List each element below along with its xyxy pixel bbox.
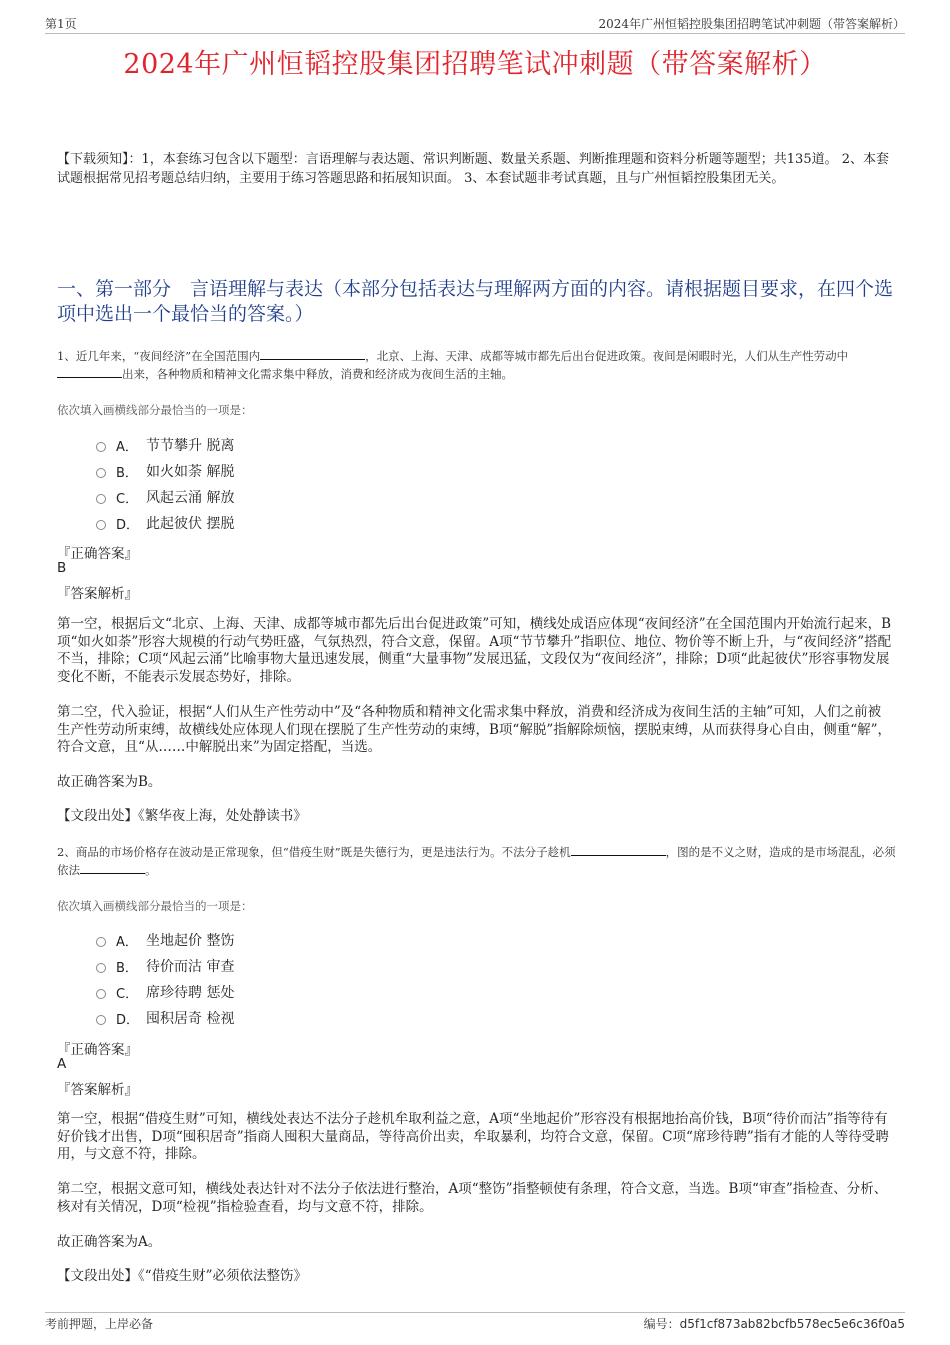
analysis-paragraph: 第一空，根据后文“北京、上海、天津、成都等城市都先后出台促进政策”可知，横线处成语应体现“夜间经济”在全国范围内开始流行起来，B项“如火如荼”形容大规模的行动气势旺盛，气氛热烈，符合文意，保留。A项“节节攀升”指职位、地位、物价等不断上升，与“夜间经济”搭配不当，排除；C项“风起云涌”比喻事物大量迅速发展，侧重“大量事物”发展迅猛，文段仅为“夜间经济”，排除；D项“此起彼伏”形容事物发展变化不断，不能表示发展态势好，排除。	[57, 616, 892, 685]
analysis-label: 『答案解析』	[57, 1082, 138, 1098]
answer-conclusion: 故正确答案为B。	[57, 774, 162, 790]
option-b[interactable]: B． 待价而沽 审查	[96, 953, 234, 979]
radio-icon[interactable]	[96, 963, 106, 973]
analysis-paragraph: 第二空，代入验证，根据“人们从生产性劳动中”及“各种物质和精神文化需求集中释放，消费和经济成为夜间生活的主轴”可知，人们之前被生产性劳动所束缚，故横线处应体现人们现在摆脱了生产性劳动的束缚，B项“解脱”指解除烦恼，摆脱束缚，从而获得身心自由，侧重“解”，符合文意，且“从……中解脱出来”为固定搭配，当选。	[57, 704, 892, 756]
radio-icon[interactable]	[96, 937, 106, 947]
fill-blank	[80, 861, 145, 874]
radio-icon[interactable]	[96, 520, 106, 530]
option-a[interactable]: A． 坐地起价 整饬	[96, 927, 234, 953]
radio-icon[interactable]	[96, 468, 106, 478]
question-prompt: 依次填入画横线部分最恰当的一项是：	[57, 899, 253, 913]
footer-slogan: 考前押题，上岸必备	[45, 1317, 154, 1331]
radio-icon[interactable]	[96, 442, 106, 452]
page-number: 第1页	[45, 17, 77, 31]
option-c[interactable]: C． 风起云涌 解放	[96, 484, 234, 510]
analysis-paragraph: 第一空，根据“借疫生财”可知，横线处表达不法分子趁机牟取利益之意，A项“坐地起价”形容没有根据地抬高价钱，B项“待价而沽”指等待有好价钱才出售，D项“囤积居奇”指商人囤积大量商品，等待高价出卖，牟取暴利，均符合文意，保留。C项“席珍待聘”指有才能的人等待受聘用，与文意不符，排除。	[57, 1111, 889, 1163]
answer-label: 『正确答案』	[57, 546, 138, 562]
answer-label: 『正确答案』	[57, 1042, 138, 1058]
stem-text: 出来，各种物质和精神文化需求集中释放，消费和经济成为夜间生活的主轴。	[122, 367, 513, 381]
page-header	[45, 13, 905, 34]
radio-icon[interactable]	[96, 494, 106, 504]
document-id	[644, 1315, 905, 1332]
fill-blank	[260, 347, 365, 360]
question-prompt: 依次填入画横线部分最恰当的一项是：	[57, 403, 253, 417]
stem-text: 2、商品的市场价格存在波动是正常现象，但“借疫生财”既是失德行为，更是违法行为。不法分子趁机	[57, 845, 571, 859]
option-d[interactable]: D． 囤积居奇 检视	[96, 1005, 234, 1031]
section-title: 一、第一部分 言语理解与表达（本部分包括表达与理解两方面的内容。请根据题目要求，在四个选项中选出一个最恰当的答案。）	[57, 278, 894, 325]
option-b[interactable]: B． 如火如荼 解脱	[96, 458, 234, 484]
stem-text: ，图的是不义之财，造成的是市场混乱，必须依法	[57, 845, 896, 877]
question-stem	[57, 347, 902, 383]
stem-text: 。	[145, 863, 157, 877]
download-notice: 【下载须知】：1，本套练习包含以下题型：言语理解与表达题、常识判断题、数量关系题、判断推理题和资料分析题等题型；共135道。 2、本套试题根据常见招考题总结归纳，主要用于练习答题思路和拓展知识面。 3、本套试题非考试真题，且与广州恒韬控股集团无关。	[57, 152, 889, 186]
fill-blank	[571, 843, 666, 856]
document-title: 2024年广州恒韬控股集团招聘笔试冲刺题（带答案解析）	[123, 49, 827, 80]
answer-conclusion: 故正确答案为A。	[57, 1234, 162, 1250]
option-d[interactable]: D． 此起彼伏 摆脱	[96, 510, 234, 536]
stem-text: ，北京、上海、天津、成都等城市都先后出台促进政策。夜间是闲暇时光，人们从生产性劳动中	[365, 349, 849, 363]
radio-icon[interactable]	[96, 989, 106, 999]
fill-blank	[57, 365, 122, 378]
header-doc-title: 2024年广州恒韬控股集团招聘笔试冲刺题（带答案解析）	[598, 17, 905, 31]
page-footer	[45, 1312, 905, 1333]
passage-source: 【文段出处】《“借疫生财”必须依法整饬》	[57, 1268, 308, 1284]
radio-icon[interactable]	[96, 1015, 106, 1025]
analysis-paragraph: 第二空，根据文意可知，横线处表达针对不法分子依法进行整治，A项“整饬”指整顿使有条理，符合文意，当选。B项“审查”指检查、分析、核对有关情况，D项“检视”指检验查看，均与文意不符，排除。	[57, 1181, 888, 1215]
analysis-label: 『答案解析』	[57, 586, 138, 602]
option-c[interactable]: C． 席珍待聘 惩处	[96, 979, 234, 1005]
stem-text: 1、近几年来，“夜间经济”在全国范围内	[57, 349, 261, 363]
question-stem	[57, 843, 902, 879]
options-list	[96, 432, 234, 536]
doc-id-label: 编号：	[643, 1317, 680, 1331]
answer-value: A	[57, 1056, 67, 1072]
answer-value: B	[57, 560, 67, 576]
options-list	[96, 927, 234, 1031]
option-a[interactable]: A． 节节攀升 脱离	[96, 432, 234, 458]
doc-id-value: d5f1cf873ab82bcfb578ec5e6c36f0a5	[679, 1317, 905, 1331]
passage-source: 【文段出处】《繁华夜上海，处处静读书》	[57, 808, 307, 824]
